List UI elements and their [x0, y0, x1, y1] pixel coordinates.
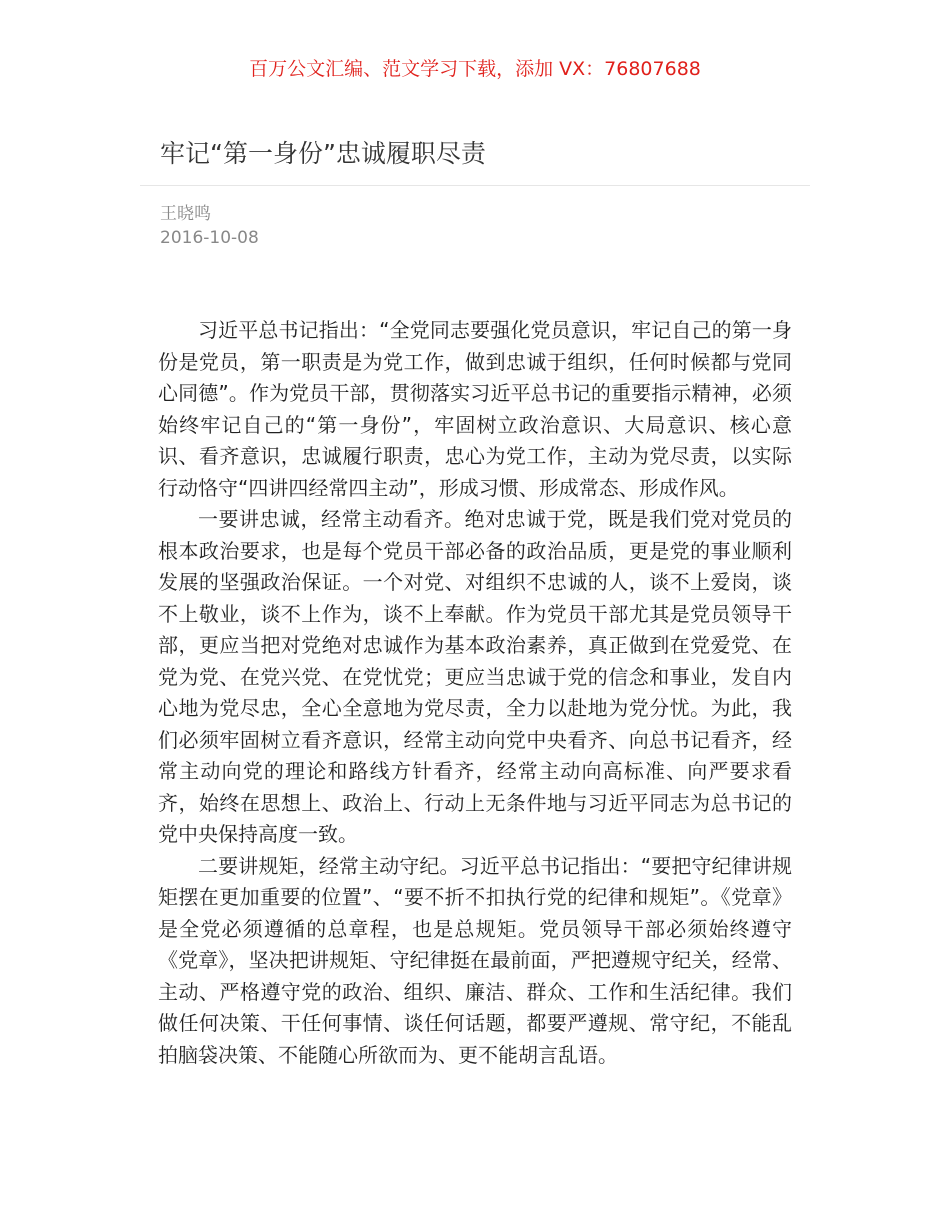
- article-title: 牢记“第一身份”忠诚履职尽责: [160, 139, 486, 168]
- article-paragraph: 习近平总书记指出：“全党同志要强化党员意识，牢记自己的第一身份是党员，第一职责是为党工作，做到忠诚于组织，任何时候都与党同心同德”。作为党员干部，贯彻落实习近平总书记的重要指示精神，必须始终牢记自己的“第一身份”，牢固树立政治意识、大局意识、核心意识、看齐意识，忠诚履行职责，忠心为党工作，主动为党尽责，以实际行动恪守“四讲四经常四主动”，形成习惯、形成常态、形成作风。: [158, 318, 792, 500]
- article-author: 王晓鸣: [160, 204, 211, 224]
- article-date: 2016-10-08: [160, 228, 259, 248]
- article-paragraph: 二要讲规矩，经常主动守纪。习近平总书记指出：“要把守纪律讲规矩摆在更加重要的位置”、“要不折不扣执行党的纪律和规矩”。《党章》是全党必须遵循的总章程，也是总规矩。党员领导干部必须始终遵守《党章》，坚决把讲规矩、守纪律挺在最前面，严把遵规守纪关，经常、主动、严格遵守党的政治、组织、廉洁、群众、工作和生活纪律。我们做任何决策、干任何事情、谈任何话题，都要严遵规、常守纪，不能乱拍脑袋决策、不能随心所欲而为、更不能胡言乱语。: [158, 853, 792, 1067]
- promo-banner: 百万公文汇编、范文学习下载，添加 VX：76807688: [249, 58, 701, 80]
- title-divider: [140, 185, 810, 186]
- article-paragraph: 一要讲忠诚，经常主动看齐。绝对忠诚于党，既是我们党对党员的根本政治要求，也是每个党员干部必备的政治品质，更是党的事业顺利发展的坚强政治保证。一个对党、对组织不忠诚的人，谈不上爱岗，谈不上敬业，谈不上作为，谈不上奉献。作为党员干部尤其是党员领导干部，更应当把对党绝对忠诚作为基本政治素养，真正做到在党爱党、在党为党、在党兴党、在党忧党；更应当忠诚于党的信念和事业，发自内心地为党尽忠，全心全意地为党尽责，全力以赴地为党分忧。为此，我们必须牢固树立看齐意识，经常主动向党中央看齐、向总书记看齐，经常主动向党的理论和路线方针看齐，经常主动向高标准、向严要求看齐，始终在思想上、政治上、行动上无条件地与习近平同志为总书记的党中央保持高度一致。: [158, 507, 792, 846]
- article-body: [158, 315, 792, 1071]
